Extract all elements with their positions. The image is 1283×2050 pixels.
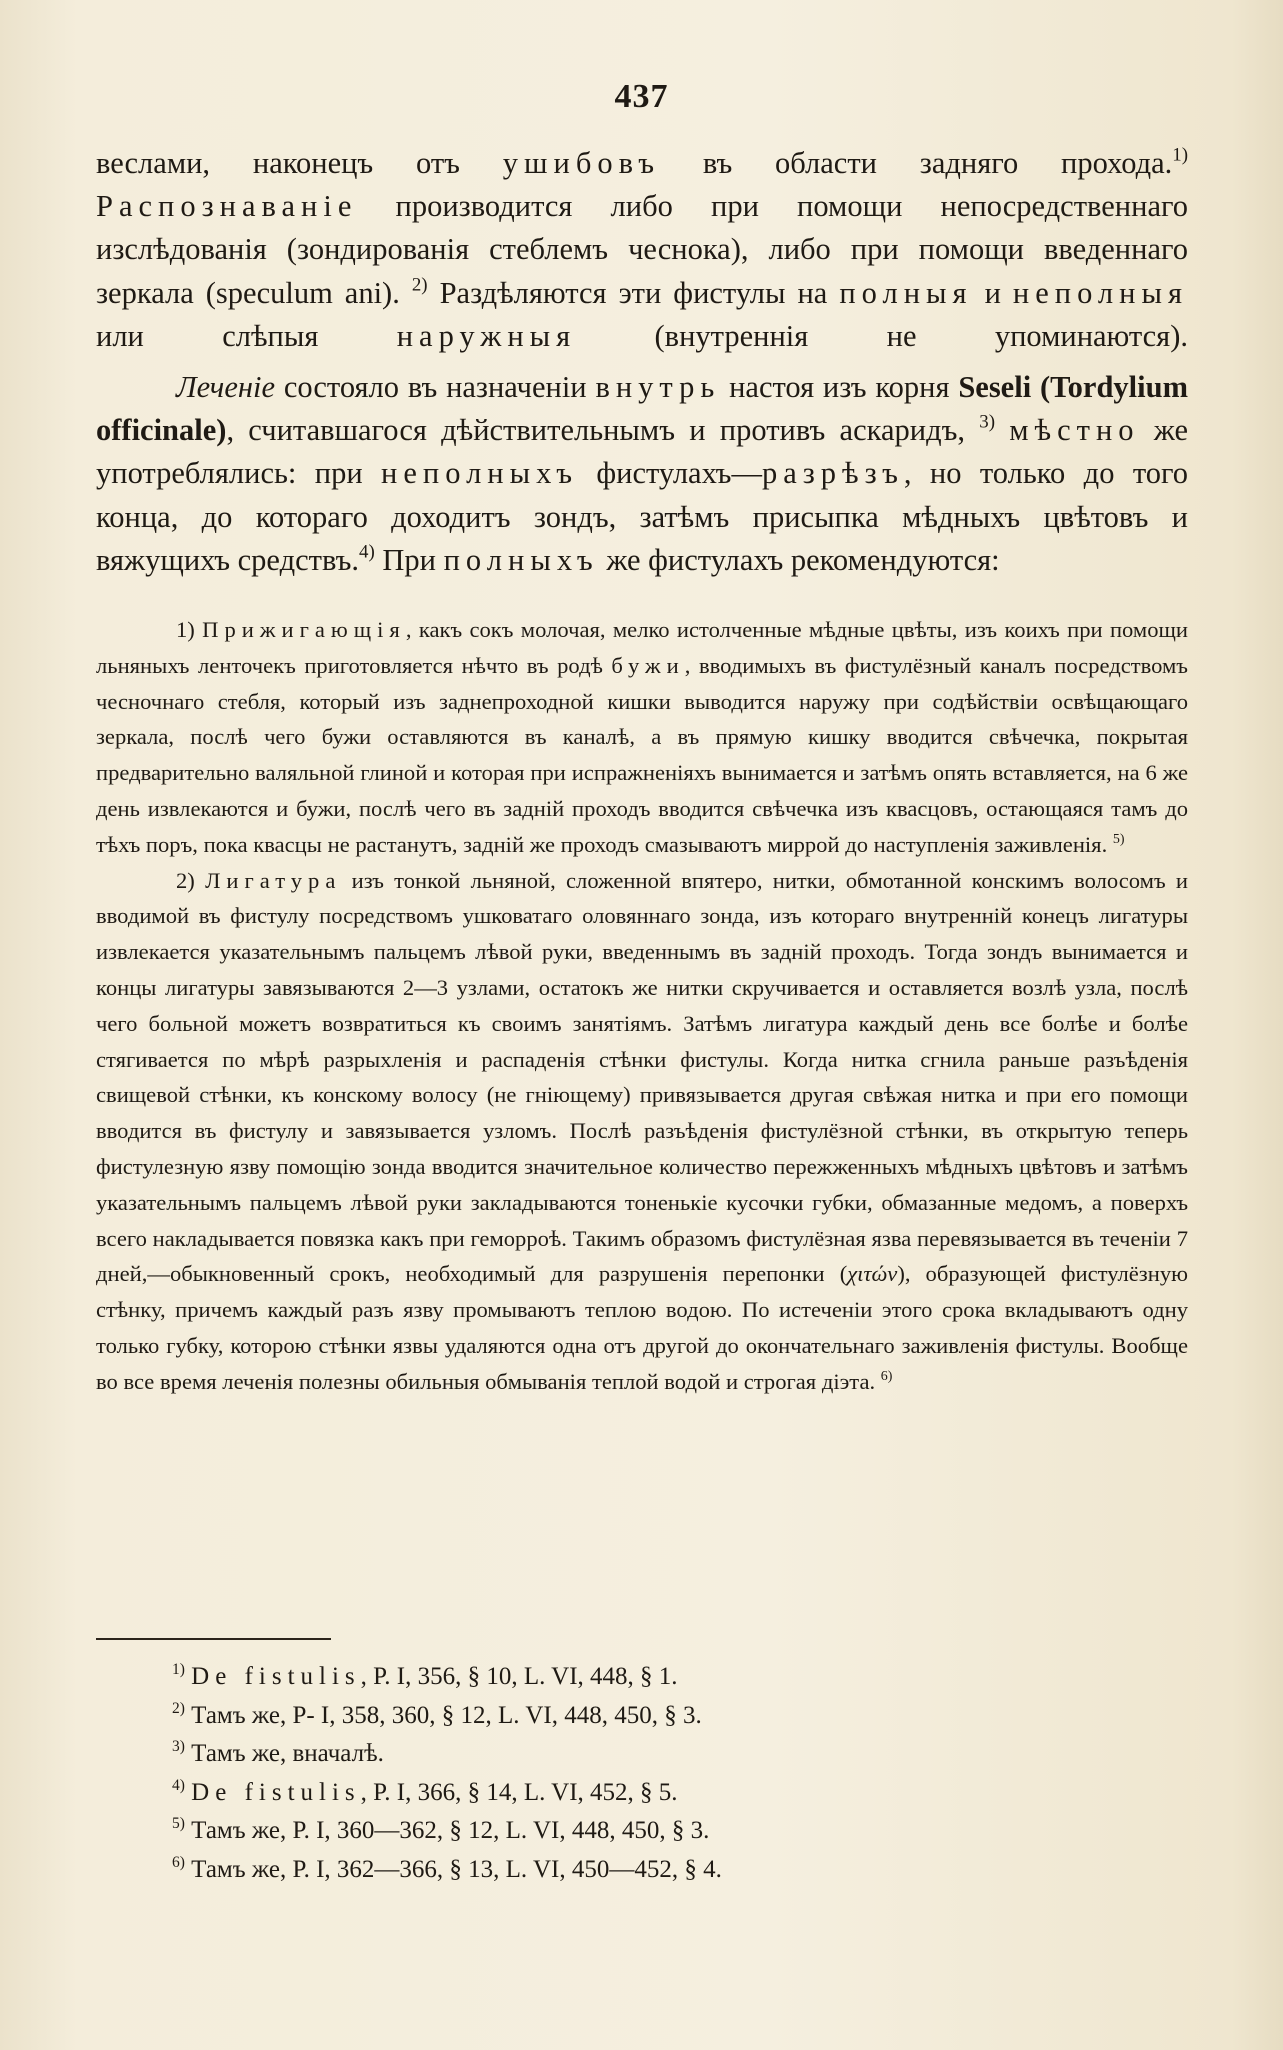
text-run: же фистулахъ рекомендуются: — [598, 542, 1000, 577]
footnotes — [172, 1658, 1072, 1890]
latin-plant-name: Seseli (Tordylium officinale) — [96, 370, 1189, 448]
text-run: въ области задняго прохода. — [660, 146, 1173, 180]
spaced-term: неполныхъ — [381, 456, 578, 491]
text-run: состояло въ назначеніи — [275, 370, 596, 405]
footnote-mark: 6) — [172, 1853, 185, 1871]
paragraph-diagnosis — [96, 142, 1188, 358]
text-run: и — [972, 275, 1013, 310]
spaced-term: мѣстно — [1009, 413, 1140, 448]
footnote — [172, 1812, 1072, 1851]
item-ligature — [96, 863, 1188, 1400]
text-run: производится либо при помощи непосредственнаго изслѣдованія (зондированія стеблемъ чеснока), либо при помощи введеннаго зеркала (speculum ani). — [96, 189, 1188, 310]
footnote-mark: 2) — [172, 1699, 185, 1717]
main-text — [96, 142, 1188, 582]
spaced-term: De fistulis — [191, 1778, 361, 1806]
text-run: же употреблялись: при — [96, 413, 1189, 491]
footnote — [172, 1851, 1072, 1890]
text-run: , вводимыхъ въ фистулёзный каналъ посредствомъ чесночнаго стебля, который изъ заднепроходной кишки выводится наружу при содѣйствіи освѣщающаго зеркала, послѣ чего бужи оставляются въ каналѣ, а въ прямую кишку вводится свѣчечка, покрытая предварительно валяльной глиной и которая при испражненіяхъ вынимается и затѣмъ опять вставляется, на 6 же день извлекаются и бужи, послѣ чего въ заднiй проходъ вводится свѣчечка изъ квасцовъ, остающаяся тамъ до тѣхъ поръ, пока квасцы не растанутъ, заднiй же проходъ смазываютъ миррой до наступленія заживленія. — [96, 652, 1188, 857]
footnote — [172, 1658, 1072, 1697]
spaced-term: бужи — [611, 652, 685, 678]
footnote-mark: 4) — [172, 1776, 185, 1794]
footnote — [172, 1774, 1072, 1813]
text-run: настоя изъ корня — [720, 370, 959, 405]
spaced-term: внутрь — [595, 370, 721, 405]
spaced-term: разрѣзъ — [761, 456, 904, 491]
greek-term: χιτών — [847, 1261, 898, 1287]
text-run: 1) — [176, 617, 203, 642]
italic-term: Леченіе — [176, 370, 276, 405]
text-run: фистулахъ— — [577, 456, 762, 491]
text-run: При — [374, 542, 444, 577]
footnote-ref: 1) — [1172, 144, 1189, 166]
footnote-ref: 6) — [880, 1368, 893, 1384]
footnote-ref: 4) — [359, 541, 375, 563]
text-run: (внутреннія не упоминаются). — [576, 318, 1188, 353]
footnote-ref: 2) — [411, 274, 428, 296]
text-run: 2) — [176, 867, 206, 893]
footnote-ref: 3) — [979, 411, 995, 433]
paragraph-treatment — [96, 366, 1188, 582]
spaced-term: Прижигающія — [202, 617, 406, 642]
text-run: , считавшагося дѣйствительнымъ и противъ аскаридъ, — [226, 413, 965, 448]
spaced-term: наружныя — [396, 318, 577, 353]
footnote — [172, 1697, 1072, 1736]
text-run: ), образующей фистулёзную стѣнку, причемъ каждый разъ язву промываютъ теплою водою. По истеченіи этого срока вкладываютъ одну только губку, которою стѣнки язвы удаляются одна отъ другой до окончательнаго заживленія фистулы. Вообще во все время леченія полезны обильныя обмыванія теплой водой и строгая діэта. — [96, 1261, 1188, 1394]
spaced-term: De fistulis — [191, 1663, 361, 1690]
footnote-mark: 1) — [172, 1660, 185, 1678]
text-run: , какъ сокъ молочая, мелко истолченные мѣдные цвѣты, изъ коихъ при помощи льняныхъ ленточекъ приготовляется нѣчто въ родѣ — [96, 617, 1188, 678]
spaced-term: ушибовъ — [502, 146, 661, 180]
footnote-text: Тамъ же, P- I, 358, 360, § 12, L. VI, 448, 450, § 3. — [191, 1701, 702, 1729]
text-run: или слѣпыя — [96, 318, 397, 353]
footnote-text: , P. I, 366, § 14, L. VI, 452, § 5. — [360, 1778, 678, 1806]
footnote-ref: 5) — [1112, 831, 1125, 847]
footnote-separator — [96, 1638, 331, 1640]
text-run: изъ тонкой льняной, сложенной впятеро, нитки, обмотанной конскимъ волосомъ и вводимой въ фистулу посредствомъ ушковатаго оловяннаго зонда, изъ котораго внутреннiй конецъ лигатуры извлекается указательнымъ пальцемъ лѣвой руки, введеннымъ въ заднiй проходъ. Тогда зондъ вынимается и концы лигатуры завязываются 2—3 узлами, остатокъ же нитки скручивается и оставляется возлѣ узла, послѣ чего больной можетъ возвратиться къ своимъ занятіямъ. Затѣмъ лигатура каждый день все болѣе и болѣе стягивается по мѣрѣ разрыхленія и распаденія стѣнки фистулы. Когда нитка сгнила раньше разъѣденія свищевой стѣнки, къ конскому волосу (не гніющему) привязывается другая свѣжая нитка и при его помощи вводится въ фистулу и завязывается узломъ. Послѣ разъѣденія фистулёзной стѣнки, въ открытую теперь фистулезную язву помощію зонда вводится значительное количество пережженныхъ мѣдныхъ цвѣтовъ и затѣмъ указательнымъ пальцемъ лѣвой руки закладываются тоненькіе кусочки губки, обмазанные медомъ, а поверхъ всего накладывается повязка какъ при геморроѣ. Такимъ образомъ фистулёзная язва перевязывается въ теченіи 7 дней,—обыкновенный срокъ, необходимый для разрушенія перепонки ( — [96, 867, 1188, 1287]
small-print-section — [96, 612, 1188, 1400]
footnote-text: Тамъ же, P. I, 362—366, § 13, L. VI, 450—452, § 4. — [191, 1855, 722, 1883]
footnote-mark: 5) — [172, 1815, 185, 1833]
text-run: веслами, наконецъ отъ — [96, 146, 503, 180]
spaced-term: неполныя — [1012, 275, 1188, 310]
footnote-mark: 3) — [172, 1738, 185, 1756]
footnote — [172, 1735, 1072, 1774]
spaced-term: полныя — [839, 275, 973, 310]
text-run: Раздѣляются эти фистулы на — [427, 275, 840, 310]
footnote-text: , P. I, 356, § 10, L. VI, 448, § 1. — [360, 1663, 678, 1690]
spaced-term: Распознаваніе — [96, 189, 358, 224]
spaced-term: полныхъ — [443, 542, 599, 577]
spaced-term: Лигатура — [205, 867, 342, 893]
text-run: , но только до того конца, до котораго доходитъ зондъ, затѣмъ присыпка мѣдныхъ цвѣтовъ и вяжущихъ средствъ. — [96, 456, 1188, 577]
item-cauterizing — [96, 612, 1188, 863]
footnote-text: Тамъ же, вначалѣ. — [191, 1740, 384, 1768]
page-number: 437 — [614, 78, 669, 115]
footnote-text: Тамъ же, P. I, 360—362, § 12, L. VI, 448, 450, § 3. — [191, 1817, 710, 1845]
